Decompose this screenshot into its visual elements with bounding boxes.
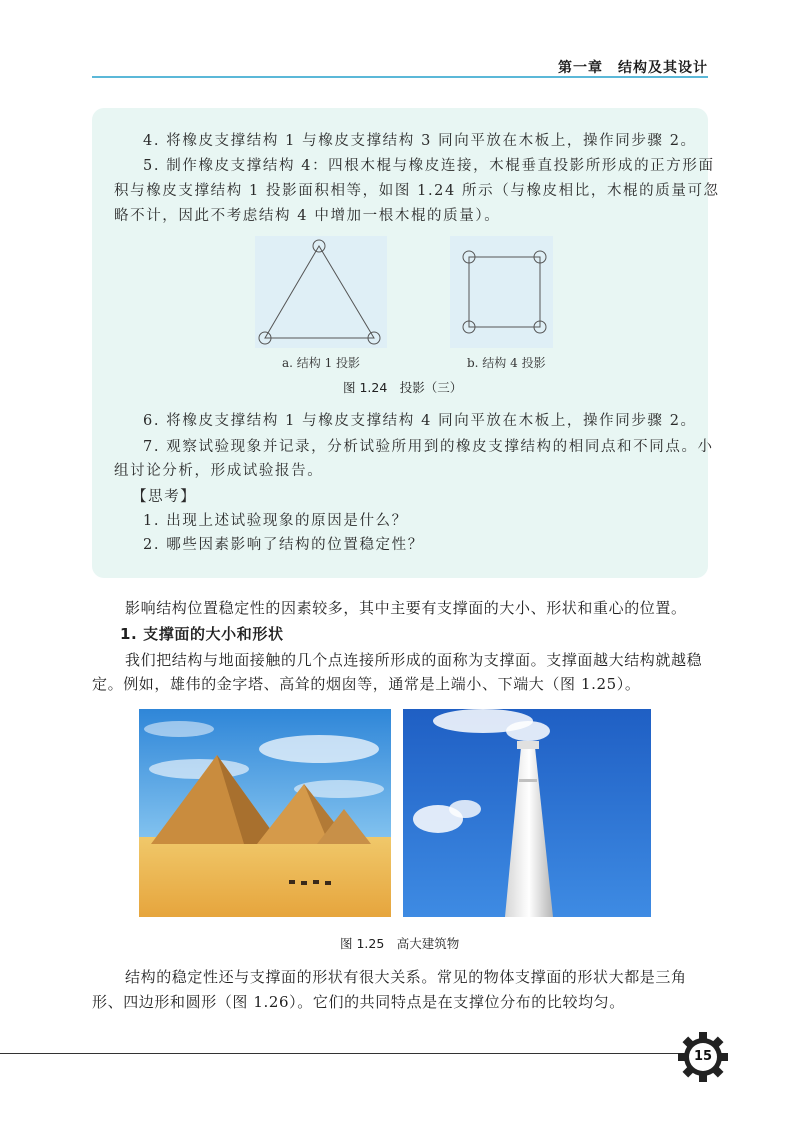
think-title: 【思考】 [132, 489, 197, 505]
figure-1-24-a-panel [255, 236, 387, 348]
figure-1-24-b-panel [450, 236, 553, 348]
box-step-7-line-2: 组讨论分析，形成试验报告。 [114, 463, 324, 479]
para2-line-1: 结构的稳定性还与支撑面的形状有很大关系。常见的物体支撑面的形状大都是三角 [125, 968, 687, 986]
box-step-4: 4. 将橡皮支撑结构 1 与橡皮支撑结构 3 同向平放在木板上，操作同步骤 2。 [143, 133, 697, 149]
box-step-5-line-1: 5. 制作橡皮支撑结构 4：四根木棍与橡皮连接，木棍垂直投影所形成的正方形面 [143, 158, 715, 174]
footer-divider [0, 1053, 690, 1054]
para1-line-2: 定。例如，雄伟的金字塔、高耸的烟囱等，通常是上端小、下端大（图 1.25）。 [92, 675, 641, 693]
box-step-5-line-2: 积与橡皮支撑结构 1 投影面积相等，如图 1.24 所示（与橡皮相比，木棍的质量可忽 [114, 183, 720, 199]
section-heading: 1. 支撑面的大小和形状 [120, 625, 284, 643]
experiment-box [92, 108, 708, 578]
box-step-6: 6. 将橡皮支撑结构 1 与橡皮支撑结构 4 同向平放在木板上，操作同步骤 2。 [143, 413, 697, 429]
box-step-7-line-1: 7. 观察试验现象并记录，分析试验所用到的橡皮支撑结构的相同点和不同点。小 [143, 439, 714, 455]
figure-1-25-title: 图 1.25 高大建筑物 [340, 936, 460, 951]
figure-caption-a: a. 结构 1 投影 [282, 356, 361, 370]
figure-caption-b: b. 结构 4 投影 [467, 356, 546, 370]
chapter-title: 第一章 结构及其设计 [558, 60, 708, 76]
pyramid-photo [139, 709, 391, 917]
body-intro: 影响结构位置稳定性的因素较多，其中主要有支撑面的大小、形状和重心的位置。 [125, 599, 687, 617]
square-projection-diagram [450, 236, 553, 348]
think-item-1: 1. 出现上述试验现象的原因是什么？ [143, 513, 408, 529]
box-step-5-line-3: 略不计，因此不考虑结构 4 中增加一根木棍的质量）。 [114, 208, 501, 224]
triangle-projection-diagram [255, 236, 387, 348]
page-number: 15 [693, 1049, 713, 1064]
figure-1-24-title: 图 1.24 投影（三） [343, 380, 463, 395]
chimney-photo [403, 709, 651, 917]
para2-line-2: 形、四边形和圆形（图 1.26）。它们的共同特点是在支撑位分布的比较均匀。 [92, 993, 625, 1011]
header-divider [92, 76, 708, 78]
think-item-2: 2. 哪些因素影响了结构的位置稳定性？ [143, 537, 424, 553]
para1-line-1: 我们把结构与地面接触的几个点连接所形成的面称为支撑面。支撑面越大结构就越稳 [125, 651, 703, 669]
